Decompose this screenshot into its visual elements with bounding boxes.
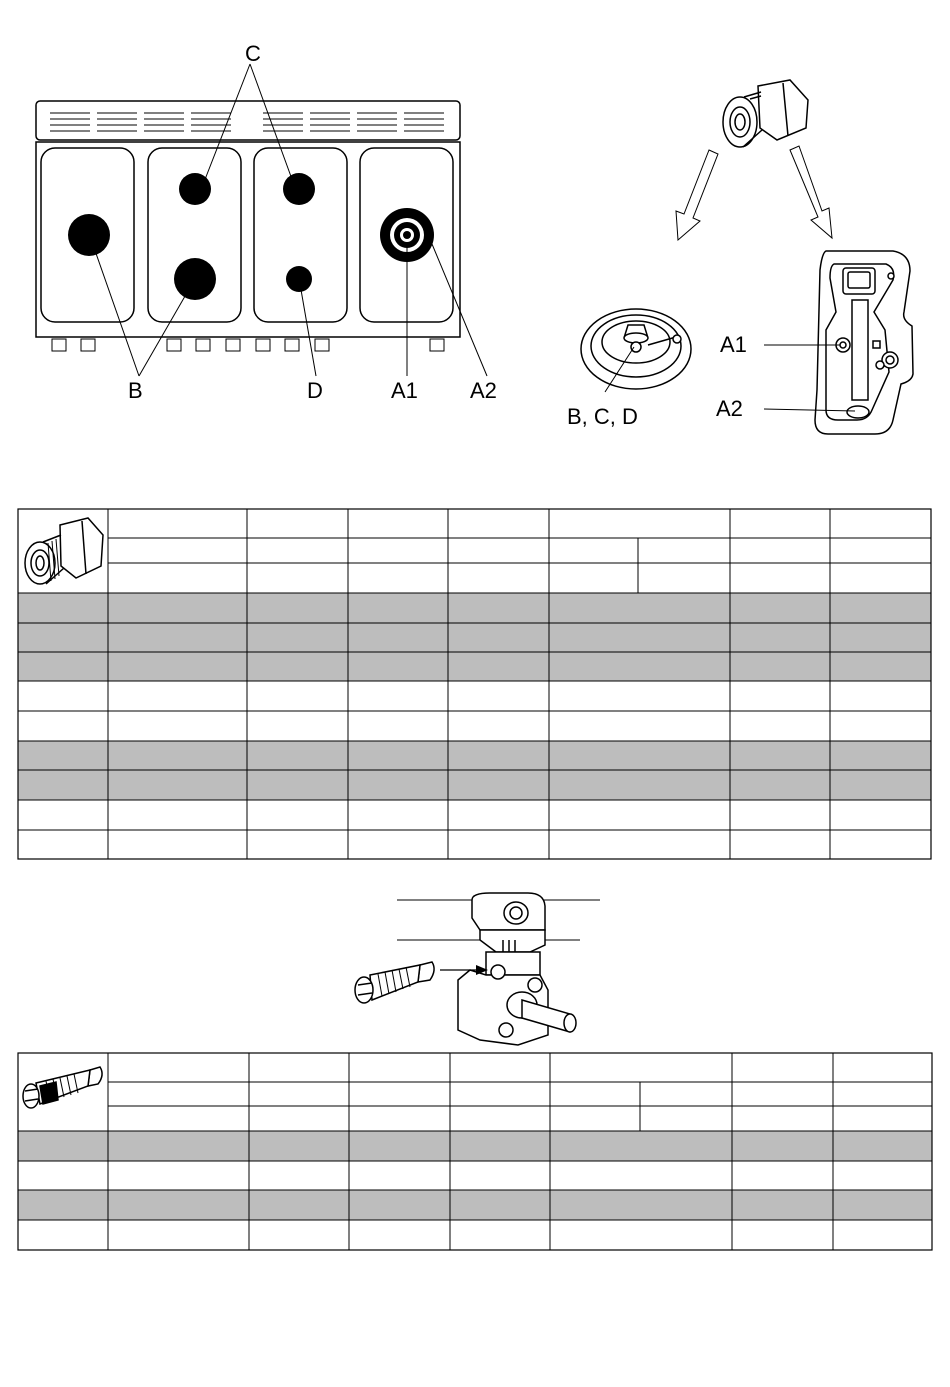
- cooker-top-view: [36, 41, 497, 403]
- burner-injector-icon: [581, 309, 691, 389]
- arrow-to-burner-icon: [676, 150, 718, 240]
- gas-valve-icon: [458, 940, 576, 1045]
- wok-burner-body-icon: [815, 251, 913, 434]
- table1-row-6: [18, 652, 931, 681]
- arrow-to-wok-icon: [790, 146, 832, 238]
- table1-row-4: [18, 593, 931, 623]
- burner-b-left: [68, 214, 110, 256]
- injector-table: [18, 509, 931, 859]
- label-bcd: B, C, D: [567, 404, 638, 429]
- nozzle-table: [18, 1053, 932, 1250]
- cooker-back-panel: [36, 101, 460, 140]
- label-a1-injector: A1: [720, 332, 747, 357]
- table1-nut-icon: [25, 518, 103, 584]
- label-c: C: [245, 41, 261, 66]
- valve-diagram: [355, 893, 600, 1045]
- label-a2-injector: A2: [716, 396, 743, 421]
- valve-injector-icon: [355, 962, 434, 1003]
- control-knobs: [52, 339, 444, 351]
- table2-nozzle-icon: [23, 1067, 102, 1108]
- table1-row-9: [18, 741, 931, 770]
- burner-c-left: [179, 173, 211, 205]
- label-b: B: [128, 378, 143, 403]
- table1-row-5: [18, 623, 931, 652]
- burner-b-middle: [174, 258, 216, 300]
- injector-nut-icon: [723, 80, 808, 147]
- label-a2: A2: [470, 378, 497, 403]
- label-a1: A1: [391, 378, 418, 403]
- injector-diagram: [567, 80, 913, 434]
- table2-row-4: [18, 1131, 932, 1161]
- vent-slots: [50, 113, 444, 131]
- table1-row-10: [18, 770, 931, 800]
- burner-d: [286, 266, 312, 292]
- table2-row-6: [18, 1190, 932, 1220]
- label-d: D: [307, 378, 323, 403]
- burner-c-right: [283, 173, 315, 205]
